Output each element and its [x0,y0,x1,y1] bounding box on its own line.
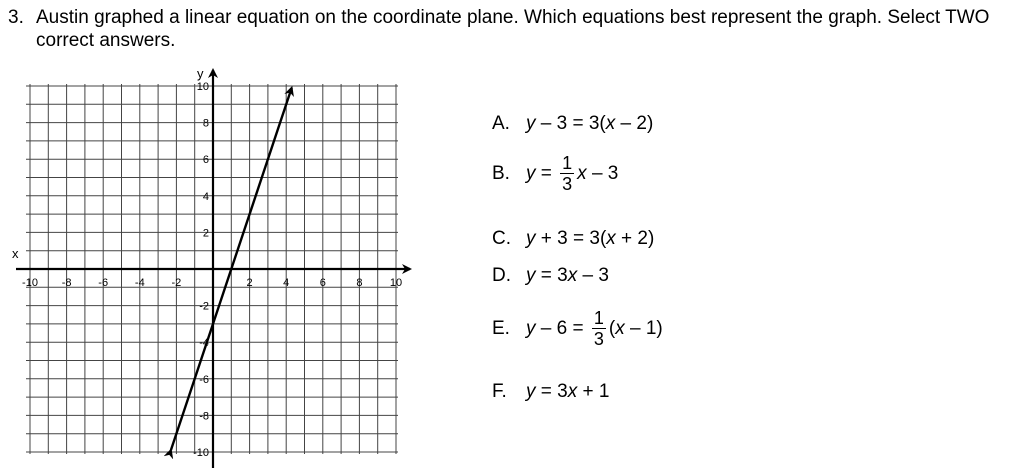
choice-letter: B. [492,162,510,184]
choice-b[interactable] [492,153,618,194]
choice-f-equation: y = 3x + 1 [526,381,610,402]
choice-c[interactable] [492,228,654,250]
x-tick-label: 2 [246,277,253,289]
y-tick-label: 10 [196,81,209,93]
x-tick-label: -2 [171,277,182,289]
x-axis-label: x [12,246,19,261]
x-tick-label: 10 [389,277,403,289]
question-number: 3. [8,7,24,28]
coordinate-plane-graph [0,60,430,472]
y-axis-label: y [197,66,204,81]
axes [12,66,410,468]
y-tick-label: -10 [193,447,209,459]
x-tick-label: 8 [356,277,363,289]
fraction: $\frac{1}{3}$ [562,153,573,194]
x-tick-label: -4 [134,277,145,289]
y-tick-label: -8 [199,410,209,423]
x-tick-label: -8 [61,277,72,289]
choice-b-equation: y = $\frac{1}{3}$ x – 3 [526,153,619,194]
question-text: Austin graphed a linear equation on the coordinate plane. Which equations best represent the graph. Select TWO correct answers. [36,7,990,51]
choice-e-equation: y – 6 = $\frac{1}{3}$ ( x – 1) [526,308,663,349]
y-tick-label: 8 [202,117,209,130]
choice-e[interactable] [492,308,663,349]
choice-a-equation: y – 3 = 3(x – 2) [526,113,654,134]
fraction: $\frac{1}{3}$ [593,308,604,349]
choice-letter: D. [492,265,511,286]
x-tick-label: -6 [98,277,109,289]
y-tick-label: -2 [199,300,209,313]
x-tick-label: 4 [283,277,290,289]
choice-f[interactable] [492,381,609,403]
y-tick-label: 6 [202,154,209,167]
choice-letter: A. [492,113,510,134]
choice-letter: C. [492,228,511,249]
x-tick-label: 6 [319,277,326,289]
y-tick-label: 4 [202,190,209,203]
y-tick-label: -4 [199,337,209,350]
choice-letter: E. [492,317,510,339]
choice-d-equation: y = 3x – 3 [526,265,609,286]
choice-c-equation: y + 3 = 3(x + 2) [526,228,655,249]
choice-a[interactable] [492,113,653,135]
choice-d[interactable] [492,265,609,287]
y-tick-label: -6 [199,373,209,386]
y-tick-label: 2 [202,227,209,240]
choice-letter: F. [492,381,507,402]
x-tick-label: -10 [22,277,38,289]
